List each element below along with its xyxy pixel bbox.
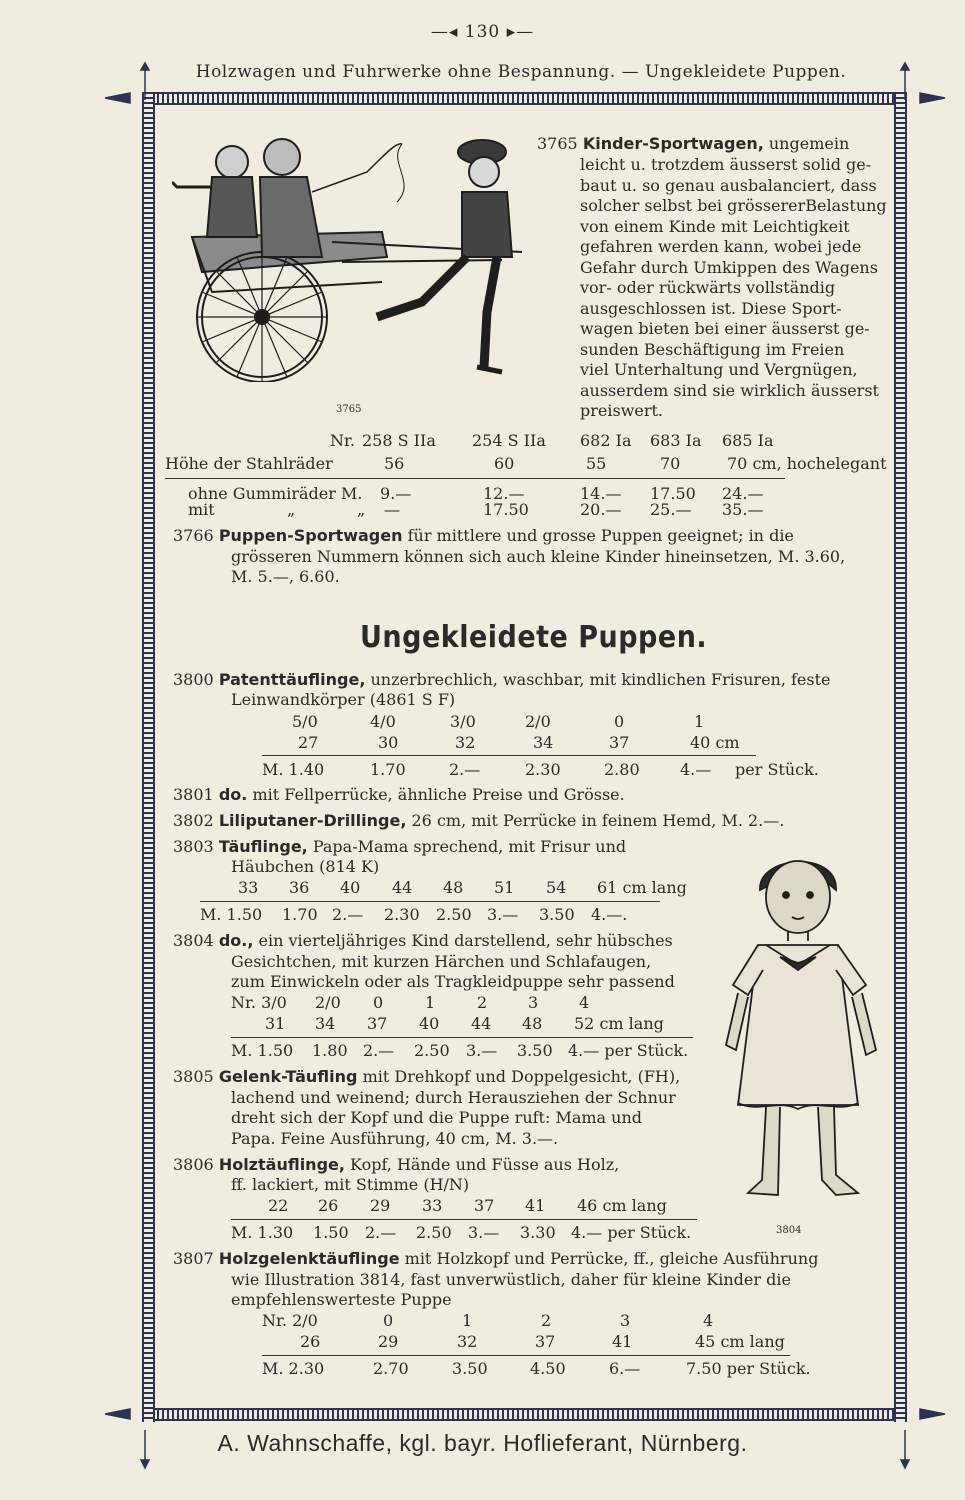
page-number-ornament-right: ▸— (500, 22, 535, 42)
table-3765-nr-3: 683 Ia (650, 431, 702, 450)
entry-3802-text: 26 cm, mit Perrücke in feinem Hemd, M. 2.—. (411, 811, 785, 830)
price-5: 3.— (487, 905, 519, 924)
entry-3765-line-13: preiswert. (580, 401, 664, 420)
price-1: 2.70 (373, 1359, 409, 1378)
entry-3805-line-4: Papa. Feine Ausführung, 40 cm, M. 3.—. (231, 1129, 559, 1148)
entry-3804-number: 3804 (173, 931, 214, 950)
entry-3804-title: do., (218, 931, 254, 950)
price-0: M. 1.30 (231, 1223, 294, 1242)
price-1: 1.70 (370, 760, 406, 779)
entry-3805-line-1: mit Drehkopf und Doppelgesicht, (FH), (362, 1067, 681, 1086)
entry-3807-rule (262, 1355, 790, 1356)
cm-6: 52 cm lang (574, 1014, 664, 1033)
entry-3800-line-1: unzerbrechlich, waschbar, mit kindlichen Frisuren, feste (370, 670, 831, 689)
entry-3806-rule (231, 1219, 697, 1220)
nr-4: 2 (477, 993, 488, 1012)
entry-3765-line-6: Gefahr durch Umkippen des Wagens (580, 257, 878, 277)
size-5: 1 (694, 712, 705, 731)
entry-3807-line-1: mit Holzkopf und Perrücke, ff., gleiche Ausführung (404, 1249, 819, 1268)
running-head: Holzwagen und Fuhrwerke ohne Bespannung. — Ungekleidete Puppen. (195, 62, 847, 82)
cm-1: 30 (378, 733, 399, 752)
price-0: M. 1.40 (262, 760, 325, 779)
cm-1: 36 (289, 878, 310, 897)
entry-3804 (173, 931, 673, 952)
price-4: 3.— (466, 1041, 498, 1060)
page-number (0, 22, 965, 42)
entry-3802-title: Liliputaner-Drillinge, (218, 811, 407, 830)
cm-0: 26 (300, 1332, 321, 1351)
cm-2: 40 (340, 878, 361, 897)
price-2: 2.— (449, 760, 481, 779)
entry-3765-line-10: sunden Beschäftigung im Freien (580, 339, 845, 359)
price-5: 7.50 per Stück. (686, 1359, 811, 1378)
table-3765-mit-1: 17.50 (483, 500, 529, 519)
entry-3800-line-2: Leinwandkörper (4861 S F) (231, 690, 456, 709)
cm-5: 41 (525, 1196, 546, 1215)
price-3: 2.50 (416, 1223, 452, 1242)
entry-3800-title: Patenttäuflinge, (218, 670, 366, 689)
price-6: 4.— per Stück. (568, 1041, 689, 1060)
cm-5: 40 cm (690, 733, 740, 752)
size-3: 2/0 (525, 712, 551, 731)
entry-3804-line-3: zum Einwickeln oder als Tragkleidpuppe sehr passend (231, 972, 675, 991)
cm-1: 34 (315, 1014, 336, 1033)
price-2: 2.— (363, 1041, 395, 1060)
entry-3806-line-2: ff. lackiert, mit Stimme (H/N) (231, 1175, 470, 1194)
entry-3766-title: Puppen-Sportwagen (218, 526, 403, 545)
price-1: 1.80 (312, 1041, 348, 1060)
entry-3803-number: 3803 (173, 837, 214, 856)
entry-3801-text: mit Fellperrücke, ähnliche Preise und Grösse. (252, 785, 625, 804)
cm-1: 26 (318, 1196, 339, 1215)
price-4: 2.50 (436, 905, 472, 924)
entry-3801-title: do. (218, 785, 248, 804)
nr-5: 3 (528, 993, 539, 1012)
cm-3: 40 (419, 1014, 440, 1033)
price-4: 3.— (468, 1223, 500, 1242)
entry-3805-title: Gelenk-Täufling (218, 1067, 358, 1086)
cm-0: 22 (268, 1196, 289, 1215)
entry-3803-rule (200, 901, 660, 902)
entry-3803 (173, 837, 626, 858)
entry-3765-line-12: ausserdem sind sie wirklich äusserst (580, 380, 879, 400)
nr-6: 4 (579, 993, 590, 1012)
entry-3765-line-8: ausgeschlossen ist. Diese Sport- (580, 298, 842, 318)
price-3: 2.30 (525, 760, 561, 779)
table-3765-nr-2: 682 Ia (580, 431, 632, 450)
table-3765-mit-0: — (384, 500, 400, 519)
entry-3765-line-5: gefahren werden kann, wobei jede (580, 237, 862, 256)
price-0: M. 2.30 (262, 1359, 325, 1378)
nr-3: 1 (425, 993, 436, 1012)
table-3765-ohne-label: ohne Gummiräder M. (188, 484, 363, 503)
cm-5: 51 (494, 878, 515, 897)
table-3765-hoehe-4: 70 cm, hochelegant (727, 454, 887, 473)
entry-3801 (173, 785, 625, 806)
table-3765-nr-4: 685 Ia (722, 431, 774, 450)
nr-4: 3 (620, 1311, 631, 1330)
entry-3803-title: Täuflinge, (218, 837, 308, 856)
entry-3807 (173, 1249, 818, 1270)
table-3765-nr-label: Nr. (330, 431, 355, 450)
entry-3805 (173, 1067, 680, 1088)
price-5: 4.— (680, 760, 712, 779)
entry-3807-line-3: empfehlenswerteste Puppe (231, 1290, 452, 1309)
entry-3805-line-2: lachend und weinend; durch Herausziehen der Schnur (231, 1088, 676, 1107)
cm-3: 37 (535, 1332, 556, 1351)
price-0: M. 1.50 (200, 905, 263, 924)
cm-1: 29 (378, 1332, 399, 1351)
price-1: 1.70 (282, 905, 318, 924)
entry-3766-line-1: für mittlere und grosse Puppen geeignet; in die (407, 526, 794, 545)
nr-1: 0 (383, 1311, 394, 1330)
entry-3800-rule (262, 755, 756, 756)
table-3765-mit-4: 35.— (722, 500, 764, 519)
cm-6: 46 cm lang (577, 1196, 667, 1215)
page-number-value: 130 (464, 22, 501, 42)
size-2: 3/0 (450, 712, 476, 731)
sportwagen-illustration (172, 132, 532, 382)
nr-2: 1 (462, 1311, 473, 1330)
entry-3765-line-9: wagen bieten bei einer äusserst ge- (580, 319, 870, 338)
entry-3765-line-2: baut u. so genau ausbalanciert, dass (580, 175, 877, 195)
entry-3766-line-3: M. 5.—, 6.60. (231, 567, 340, 586)
price-6: 4.— per Stück. (571, 1223, 692, 1242)
entry-3805-line-3: dreht sich der Kopf und die Puppe ruft: Mama und (231, 1108, 643, 1127)
cm-5: 45 cm lang (695, 1332, 785, 1351)
table-3765-ohne-0: 9.— (380, 484, 412, 503)
price-2: 3.50 (452, 1359, 488, 1378)
cm-4: 37 (474, 1196, 495, 1215)
price-4: 2.80 (604, 760, 640, 779)
price-3: 2.30 (384, 905, 420, 924)
price-6: 3.50 (539, 905, 575, 924)
cm-4: 48 (443, 878, 464, 897)
cm-4: 37 (609, 733, 630, 752)
entry-3804-line-1: ein vierteljähriges Kind darstellend, sehr hübsches (258, 931, 673, 950)
nr-2: 0 (373, 993, 384, 1012)
cm-3: 44 (392, 878, 413, 897)
entry-3806-line-1: Kopf, Hände und Füsse aus Holz, (350, 1155, 620, 1174)
per-stueck: per Stück. (735, 760, 819, 779)
cm-4: 44 (471, 1014, 492, 1033)
cm-2: 32 (457, 1332, 478, 1351)
cm-2: 32 (455, 733, 476, 752)
price-5: 3.30 (520, 1223, 556, 1242)
entry-3807-number: 3807 (173, 1249, 214, 1268)
table-3765-rule (165, 478, 785, 479)
cm-3: 34 (533, 733, 554, 752)
cm-3: 33 (422, 1196, 443, 1215)
entry-3803-line-2: Häubchen (814 K) (231, 857, 380, 876)
cm-4: 41 (612, 1332, 633, 1351)
table-3765-hoehe-3: 70 (660, 454, 681, 473)
entry-3802-number: 3802 (173, 811, 214, 830)
table-3765-hoehe-0: 56 (384, 454, 405, 473)
entry-3806 (173, 1155, 619, 1176)
entry-3766-line-2: grösseren Nummern können sich auch kleine Kinder hineinsetzen, M. 3.60, (231, 547, 846, 566)
nr-3: 2 (541, 1311, 552, 1330)
size-0: 5/0 (292, 712, 318, 731)
table-3765-mit-label: mit (188, 500, 215, 519)
footer-publisher: A. Wahnschaffe, kgl. bayr. Hoflieferant, Nürnberg. (217, 1430, 748, 1456)
nr-1: 2/0 (315, 993, 341, 1012)
cm-0: 27 (298, 733, 319, 752)
entry-3765-line-4: von einem Kinde mit Leichtigkeit (580, 216, 850, 236)
entry-3765-title: Kinder-Sportwagen, (582, 134, 764, 153)
size-4: 0 (614, 712, 625, 731)
fig-3804-caption: 3804 (776, 1225, 802, 1236)
table-3765-ohne-3: 17.50 (650, 484, 696, 503)
price-4: 6.— (609, 1359, 641, 1378)
entry-3765-line-0: ungemein (768, 134, 850, 153)
entry-3765 (537, 134, 849, 155)
cm-0: 33 (238, 878, 259, 897)
entry-3765-body (580, 155, 887, 422)
cm-6: 54 (546, 878, 567, 897)
entry-3807-line-2: wie Illustration 3814, fast unverwüstlich, daher für kleine Kinder die (231, 1270, 791, 1289)
entry-3805-number: 3805 (173, 1067, 214, 1086)
cm-5: 48 (522, 1014, 543, 1033)
entry-3804-rule (231, 1037, 693, 1038)
table-3765-ohne-4: 24.— (722, 484, 764, 503)
entry-3803-line-1: Papa-Mama sprechend, mit Frisur und (312, 837, 627, 856)
entry-3766-number: 3766 (173, 526, 214, 545)
table-3765-mit-2: 20.— (580, 500, 622, 519)
table-3765-ditto-1: „ (287, 500, 296, 519)
entry-3802 (173, 811, 784, 832)
table-3765-nr-1: 254 S IIa (472, 431, 546, 450)
nr-0: Nr. 3/0 (231, 993, 287, 1012)
cm-7: 61 cm lang (597, 878, 687, 897)
table-3765-hoehe-1: 60 (494, 454, 515, 473)
entry-3765-number: 3765 (537, 134, 578, 153)
entry-3806-title: Holztäuflinge, (218, 1155, 345, 1174)
nr-5: 4 (703, 1311, 714, 1330)
entry-3801-number: 3801 (173, 785, 214, 804)
cm-2: 37 (367, 1014, 388, 1033)
cm-2: 29 (370, 1196, 391, 1215)
table-3765-ditto-2: „ (357, 500, 366, 519)
price-2: 2.— (365, 1223, 397, 1242)
price-3: 4.50 (530, 1359, 566, 1378)
table-3765-ohne-1: 12.— (483, 484, 525, 503)
entry-3800-number: 3800 (173, 670, 214, 689)
entry-3765-line (537, 134, 849, 155)
price-0: M. 1.50 (231, 1041, 294, 1060)
price-2: 2.— (332, 905, 364, 924)
table-3765-hoehe-2: 55 (586, 454, 607, 473)
doll-illustration (718, 845, 888, 1215)
table-3765-hoehe-label: Höhe der Stahlräder (165, 454, 333, 473)
entry-3765-line-7: vor- oder rückwärts vollständig (580, 278, 836, 297)
price-5: 3.50 (517, 1041, 553, 1060)
fig-3765-caption: 3765 (336, 404, 362, 415)
entry-3765-line-1: leicht u. trotzdem äusserst solid ge- (580, 155, 872, 174)
cm-0: 31 (265, 1014, 286, 1033)
nr-0: Nr. 2/0 (262, 1311, 318, 1330)
table-3765-nr-0: 258 S IIa (362, 431, 436, 450)
page-number-ornament-left: —◂ (430, 22, 465, 42)
entry-3806-number: 3806 (173, 1155, 214, 1174)
entry-3765-line-11: viel Unterhaltung und Vergnügen, (580, 360, 858, 379)
table-3765-ohne-2: 14.— (580, 484, 622, 503)
entry-3807-title: Holzgelenktäuflinge (218, 1249, 400, 1268)
entry-3800 (173, 670, 831, 691)
price-1: 1.50 (313, 1223, 349, 1242)
section-heading: Ungekleidete Puppen. (360, 620, 708, 655)
entry-3804-line-2: Gesichtchen, mit kurzen Härchen und Schlafaugen, (231, 952, 652, 971)
entry-3766 (173, 526, 794, 547)
price-3: 2.50 (414, 1041, 450, 1060)
entry-3765-line-3: solcher selbst bei grössererBelastung (580, 196, 887, 215)
size-1: 4/0 (370, 712, 396, 731)
table-3765-mit-3: 25.— (650, 500, 692, 519)
price-7: 4.—. (591, 905, 628, 924)
